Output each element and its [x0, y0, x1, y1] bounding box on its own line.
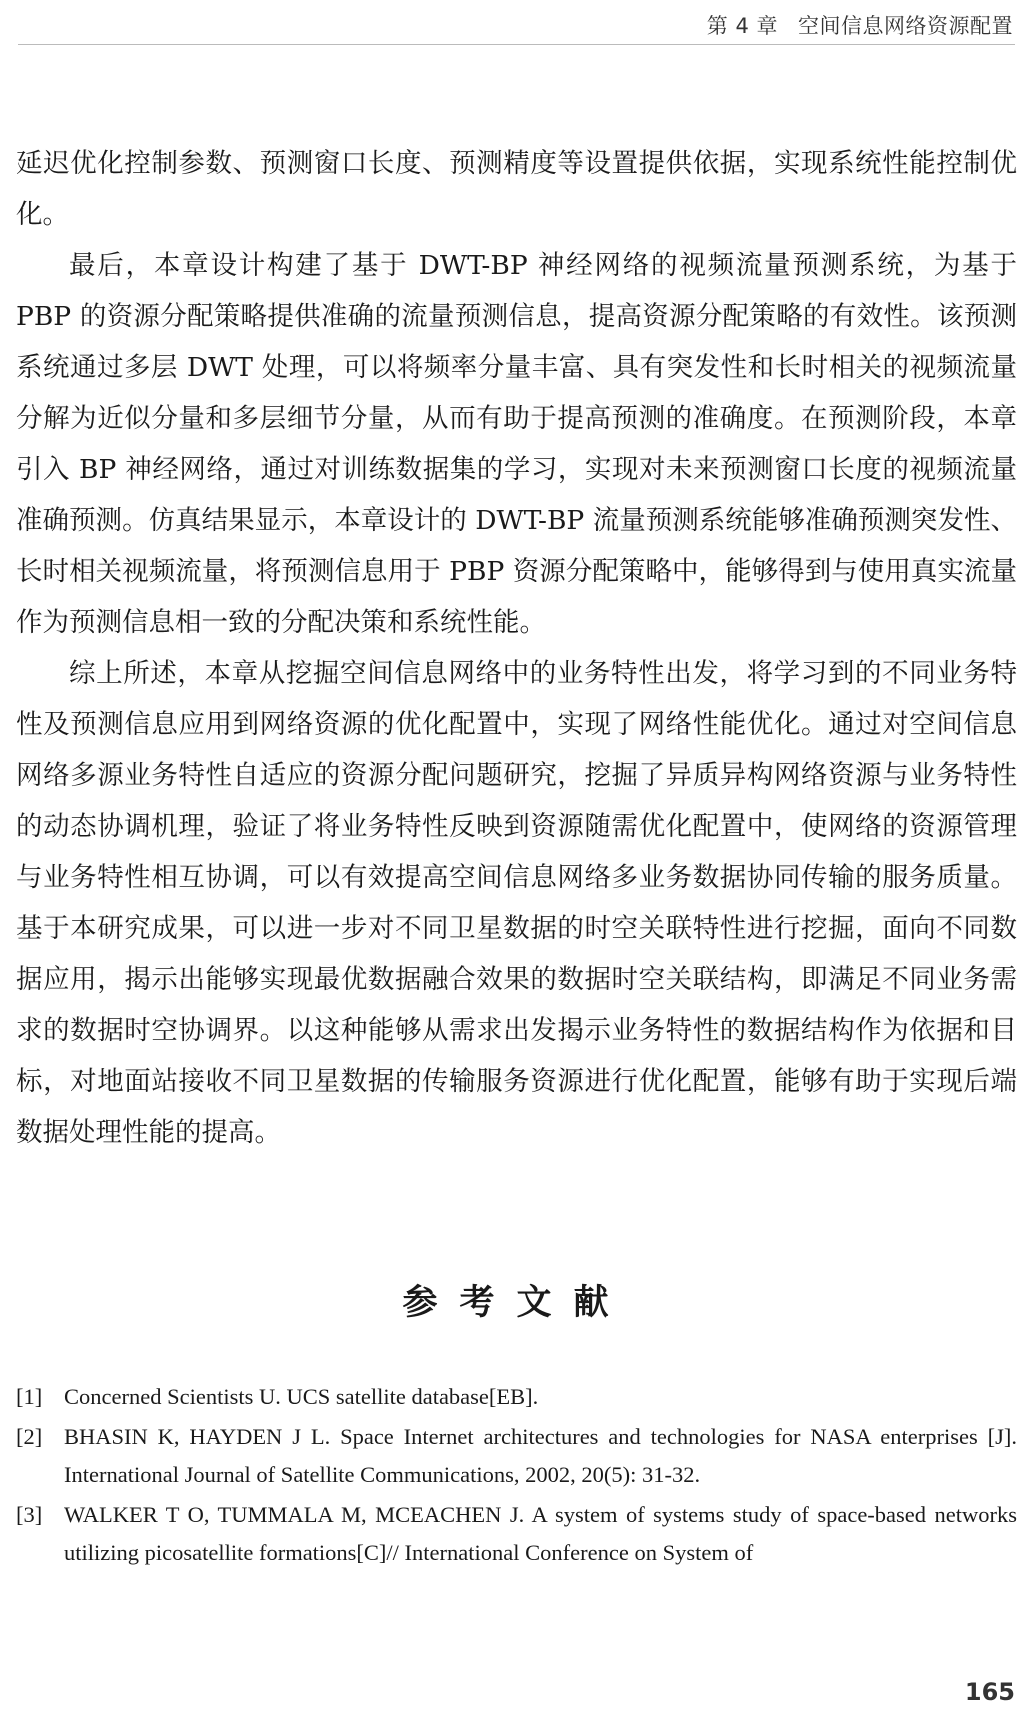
- body-text: [16, 138, 1017, 1158]
- reference-number: [1]: [16, 1384, 43, 1409]
- header-divider: [18, 44, 1015, 45]
- reference-text: WALKER T O, TUMMALA M, MCEACHEN J. A system of systems study of space-based networks utilizing picosatellite formations[C]// International Conference on System of: [64, 1502, 1017, 1565]
- reference-item: [16, 1378, 1017, 1416]
- paragraph-3: 综上所述，本章从挖掘空间信息网络中的业务特性出发，将学习到的不同业务特性及预测信息应用到网络资源的优化配置中，实现了网络性能优化。通过对空间信息网络多源业务特性自适应的资源分配问题研究，挖掘了异质异构网络资源与业务特性的动态协调机理，验证了将业务特性反映到资源随需优化配置中，使网络的资源管理与业务特性相互协调，可以有效提高空间信息网络多业务数据协同传输的服务质量。基于本研究成果，可以进一步对不同卫星数据的时空关联特性进行挖掘，面向不同数据应用，揭示出能够实现最优数据融合效果的数据时空关联结构，即满足不同业务需求的数据时空协调界。以这种能够从需求出发揭示业务特性的数据结构作为依据和目标，对地面站接收不同卫星数据的传输服务资源进行优化配置，能够有助于实现后端数据处理性能的提高。: [16, 658, 1017, 1148]
- reference-item: [16, 1418, 1017, 1494]
- reference-number: [2]: [16, 1424, 43, 1449]
- chapter-title: 空间信息网络资源配置: [798, 14, 1013, 38]
- references-list: [16, 1378, 1017, 1574]
- paragraph-1: 延迟优化控制参数、预测窗口长度、预测精度等设置提供依据，实现系统性能控制优化。: [16, 148, 1017, 230]
- paragraph-2: 最后，本章设计构建了基于 DWT-BP 神经网络的视频流量预测系统，为基于 PBP 的资源分配策略提供准确的流量预测信息，提高资源分配策略的有效性。该预测系统通过多层 DWT 处理，可以将频率分量丰富、具有突发性和长时相关的视频流量分解为近似分量和多层细节分量，从而有助于提高预测的准确度。在预测阶段，本章引入 BP 神经网络，通过对训练数据集的学习，实现对未来预测窗口长度的视频流量准确预测。仿真结果显示，本章设计的 DWT-BP 流量预测系统能够准确预测突发性、长时相关视频流量，将预测信息用于 PBP 资源分配策略中，能够得到与使用真实流量作为预测信息相一致的分配决策和系统性能。: [16, 250, 1017, 638]
- reference-number: [3]: [16, 1502, 43, 1527]
- page-number: 165: [964, 1678, 1015, 1706]
- reference-text: Concerned Scientists U. UCS satellite database[EB].: [64, 1384, 539, 1409]
- running-header: [707, 10, 1013, 40]
- reference-item: [16, 1496, 1017, 1572]
- references-heading: 参考文献: [402, 1283, 631, 1323]
- reference-text: BHASIN K, HAYDEN J L. Space Internet architectures and technologies for NASA enterprises [J]. International Journal of Satellite Communications, 2002, 20(5): 31-32.: [64, 1424, 1017, 1487]
- chapter-number: 第 4 章: [706, 14, 778, 38]
